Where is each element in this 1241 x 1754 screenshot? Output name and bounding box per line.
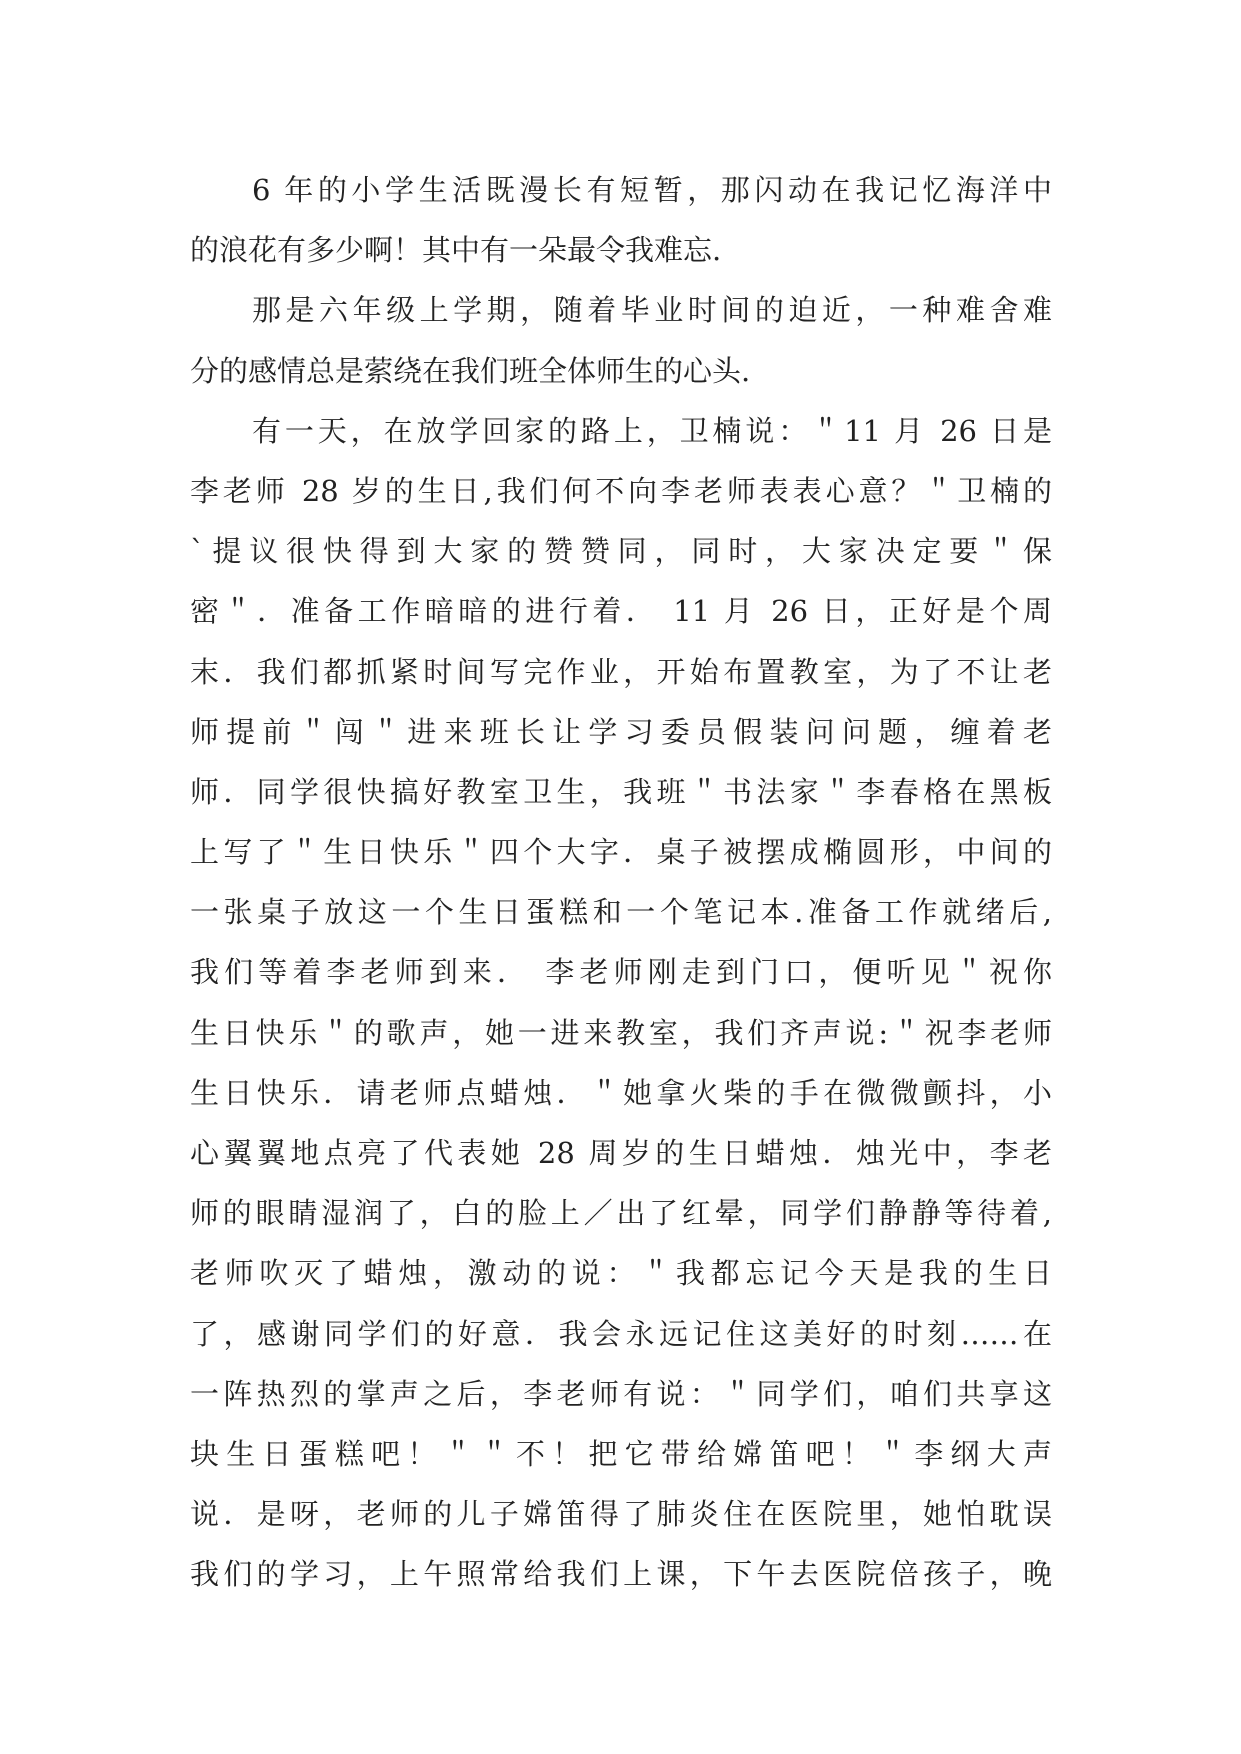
text-line: 师提前＂闯＂进来班长让学习委员假装问问题，缠着老 — [190, 714, 1052, 749]
text-line: 一阵热烈的掌声之后，李老师有说：＂同学们，咱们共享这 — [190, 1376, 1052, 1411]
text-line: 师的眼睛湿润了，白的脸上／出了红晕，同学们静静等待着, — [190, 1196, 1052, 1231]
text-line: `提议很快得到大家的赞赞同，同时，大家决定要＂保 — [190, 534, 1052, 569]
text-line: 师．同学很快搞好教室卫生，我班＂书法家＂李春格在黑板 — [190, 774, 1052, 809]
text-line: 上写了＂生日快乐＂四个大字．桌子被摆成椭圆形，中间的 — [190, 835, 1052, 870]
text-line: 密＂．准备工作暗暗的进行着． 11 月 26 日，正好是个周 — [190, 594, 1052, 629]
text-line: 我们等着李老师到来． 李老师刚走到门口，便听见＂祝你 — [190, 955, 1052, 990]
document-body — [190, 160, 1052, 1605]
text-line: 块生日蛋糕吧！＂＂不！把它带给嫦笛吧！＂李纲大声 — [190, 1436, 1052, 1471]
text-line: 的浪花有多少啊！其中有一朵最令我难忘. — [190, 233, 722, 268]
text-line: 了，感谢同学们的好意．我会永远记住这美好的时刻……在 — [190, 1316, 1052, 1351]
text-line: 李老师 28 岁的生日,我们何不向李老师表表心意？＂卫楠的 — [190, 473, 1052, 508]
text-line: 老师吹灭了蜡烛，激动的说：＂我都忘记今天是我的生日 — [190, 1256, 1052, 1291]
text-line: 那是六年级上学期，随着毕业时间的迫近，一种难舍难 — [252, 293, 1052, 328]
text-line: 末．我们都抓紧时间写完作业，开始布置教室，为了不让老 — [190, 654, 1052, 689]
text-line: 说．是呀，老师的儿子嫦笛得了肺炎住在医院里，她怕耽误 — [190, 1497, 1052, 1532]
text-line: 生日快乐＂的歌声，她一进来教室，我们齐声说:＂祝李老师 — [190, 1015, 1052, 1050]
text-line: 一张桌子放这一个生日蛋糕和一个笔记本.准备工作就绪后, — [190, 895, 1052, 930]
text-line: 生日快乐．请老师点蜡烛．＂她拿火柴的手在微微颤抖，小 — [190, 1075, 1052, 1110]
text-line: 分的感情总是萦绕在我们班全体师生的心头. — [190, 353, 751, 388]
text-line: 6 年的小学生活既漫长有短暂，那闪动在我记忆海洋中 — [252, 173, 1052, 207]
text-line: 我们的学习，上午照常给我们上课，下午去医院倍孩子，晚 — [190, 1557, 1052, 1592]
text-line: 有一天，在放学回家的路上，卫楠说：＂11 月 26 日是 — [252, 413, 1052, 448]
text-line: 心翼翼地点亮了代表她 28 周岁的生日蜡烛．烛光中，李老 — [190, 1136, 1052, 1170]
